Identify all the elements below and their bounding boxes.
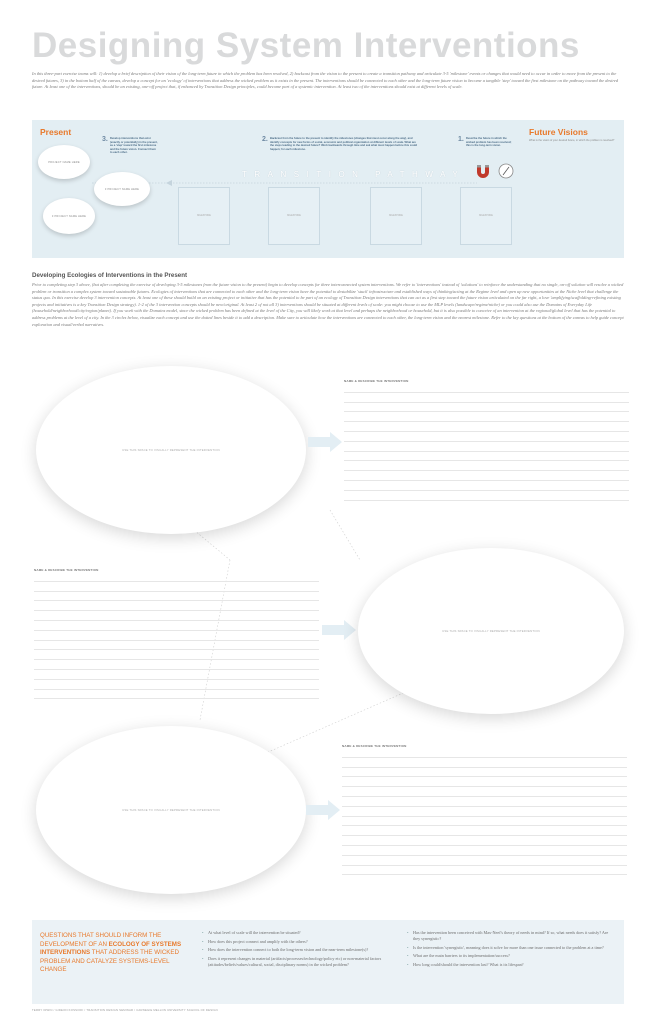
section-body: Prior to completing step 3 above, (but after completing the exercise of developing 3-5 milestones from the future vision to the present) begin to develop concepts for three interconnected system interventions. We refer to 'interventions' instead of 'solutions' to reinforce the understanding that no single, on-off solution will resolve a wicked problem or transition a complex system toward sustainable futures. Ecologies of interventions that are connected to each other and the long-term vision have the potential to destabilize 'stuck' infrastructure and established ways of thinking/acting at the Regime level and open up new opportunities at the Niche level that challenge the status quo. In this exercise develop 3 intervention concepts. At least one of these should build on an existing project or initiative that has the potential to be part of an ecology of Transition Design interventions that can act as a first step toward the future vision articulated on the far right, a love 'amplifying/scaffolding-refining existing projects and initiatives is a key Transition Design strategy). 1-2 of the 3 intervention concepts should be new/original. At least 2 of not all 3) interventions should be situated at different levels of scale: you might choose to use the MLP levels (landscape/regime/niche) or you could also use the Domains of Everyday Life (household/neighborhood/city/region/planet). If you work with the Domains model, since the wicked problem has been defined at the level of the City, you will likely work at that level and perhaps the neighborhood or household, but it is also possible to conceive of an intervention at the regional/global level that has the potential to address problems at the level of a city. In the 3 circles below, visualize each concept and use the dotted lines beside it to add a description. Make sure to articulate how the interventions are connected to each other, the long-term vision and the nearest milestone. Refer to the key questions at the bottom of the canvas to help guide concept exploration and visual/verbal narratives.	[32, 282, 624, 327]
intervention-2-description[interactable]	[34, 568, 319, 699]
step-3-number: 3.	[102, 136, 108, 143]
intro-text: In this three-part exercise teams will: 1) develop a brief description of their vision of the long-term future in which the problem has been resolved, 2) backcast from the vision to the present to create a transition pathway and articulate 3-5 'milestone' events or changes that would need to occur in order to move from the present to the desired futures, 3) in the bottom half of the canvas, develop a concept for an 'ecology' of interventions that address the wicked problem as it exists in the present. The interventions should be connected to each other and the long-term future vision to become a tangible 'step' toward the first milestone on the pathway toward the desired future. At least one of the interventions, should be an existing, one-off project that, if enhanced by Transition Design principles, could become part of a systemic intervention. At least two of the interventions should exist at different levels of scale.	[32, 71, 619, 90]
transition-pathway-label: TRANSITION PATHWAY	[242, 170, 466, 179]
question-item: • What are the main barriers to its implementation/success?	[407, 953, 612, 959]
arrow-right-icon	[308, 432, 342, 452]
future-visions-heading: Future Visions	[529, 127, 588, 137]
footer-credit: TERRY IRWIN / GIDEON KOSSOFF / TRANSITION DESIGN SEMINAR / CARNEGIE MELLON UNIVERSITY SCHOOL OF DESIGN	[32, 1008, 218, 1012]
question-item: • Does it represent changes in material (artifacts/processes/technology/policy etc) or non-material factors (attitudes/beliefs/values/cultural, social, disciplinary norms) in the wicked problem?	[202, 956, 397, 968]
step-2-text: Backcast from the future to the present to identify the milestones (changes that must occur along the way), and identify concepts for new forms of social, economic and political organization at different levels of scale. What are the steps leading to the desired future? Work backwards through time and ask what must happen before this could happen; for each milestone.	[270, 137, 418, 151]
intervention-1-description[interactable]	[344, 379, 629, 501]
question-item: • How does this project connect and amplify with the others?	[202, 939, 397, 945]
intervention-3-label: NAME & DESCRIBE THE INTERVENTION	[342, 744, 407, 748]
step-2-number: 2.	[262, 136, 268, 143]
intervention-3-circle[interactable]	[36, 726, 306, 894]
question-item: • Has the intervention been conceived with Max-Neef's theory of needs in mind? If so, what needs does it satisfy? Are they synergistic?	[407, 930, 612, 942]
intervention-1-circle-text: USE THIS SPACE TO VISUALLY REPRESENT THE INTERVENTION	[122, 448, 220, 452]
question-item: • How does the intervention connect to both the long-term vision and the near-term milestone(s)?	[202, 947, 397, 953]
intervention-1-label: NAME & DESCRIBE THE INTERVENTION	[344, 379, 409, 383]
question-item: • At what level of scale will the intervention be situated?	[202, 930, 397, 936]
intervention-1-circle[interactable]	[36, 366, 306, 534]
arrow-right-icon	[306, 800, 340, 820]
step-3-text: Develop interventions that exist (exactly or potentially) in the present, as a 'step' toward the first milestone and the future vision. Connect them to each other.	[110, 137, 158, 154]
bubble-label: PROJECT NAME HERE	[48, 160, 80, 164]
intervention-2-circle-text: USE THIS SPACE TO VISUALLY REPRESENT THE INTERVENTION	[442, 629, 540, 633]
question-item: • How long could/should the intervention last? What is its lifespan?	[407, 962, 612, 968]
step-1-number: 1.	[458, 136, 464, 143]
page-title: Designing System Interventions	[32, 26, 580, 65]
future-visions-text: What is the vision of your desired future, in which the problem is resolved?	[529, 139, 615, 142]
present-heading: Present	[40, 127, 72, 137]
step-1-text: Describe the future in which the wicked problem has been resolved; this is the long-term vision.	[466, 137, 512, 147]
milestone-label: MILESTONE	[479, 214, 493, 217]
intervention-3-circle-text: USE THIS SPACE TO VISUALLY REPRESENT THE INTERVENTION	[122, 808, 220, 812]
questions-column-1	[202, 930, 397, 970]
milestone-label: MILESTONE	[287, 214, 301, 217]
milestone-label: MILESTONE	[197, 214, 211, 217]
question-item: • Is the intervention 'synergistic', meaning does it solve for more than one issue connected to the problem at a time?	[407, 945, 612, 951]
milestone-label: MILESTONE	[389, 214, 403, 217]
bubble-label: 3 PROJECT NAME HERE	[51, 214, 87, 218]
bubble-label: 3 PROJECT NAME HERE	[104, 187, 140, 191]
intervention-2-circle[interactable]	[358, 548, 624, 714]
questions-column-2	[407, 930, 612, 970]
intervention-2-label: NAME & DESCRIBE THE INTERVENTION	[34, 568, 99, 572]
section-title: Developing Ecologies of Interventions in the Present	[32, 272, 188, 279]
arrow-right-icon	[322, 620, 356, 640]
intervention-3-description[interactable]	[342, 744, 627, 875]
questions-box	[32, 920, 624, 1004]
questions-heading: QUESTIONS THAT SHOULD INFORM THE DEVELOPMENT OF AN ECOLOGY OF SYSTEMS INTERVENTIONS THAT ADDRESS THE WICKED PROBLEM AND CATALYZE SYSTEMS-LEVEL CHANGE	[40, 932, 182, 973]
